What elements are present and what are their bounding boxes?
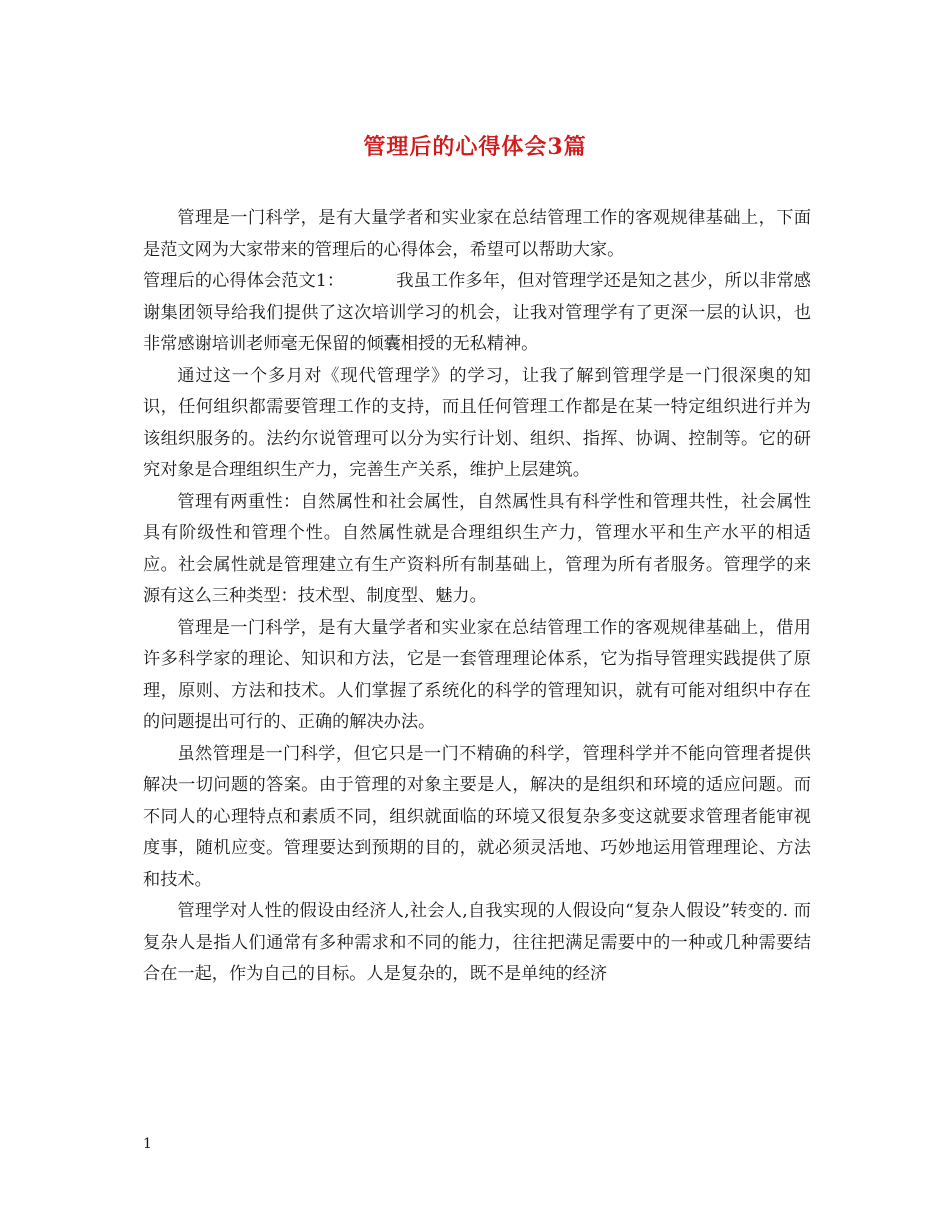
paragraph-sample-1 xyxy=(143,266,811,361)
document-body xyxy=(143,203,811,991)
paragraph-modern-management: 通过这一个多月对《现代管理学》的学习，让我了解到管理学是一门很深奥的知识，任何组织都需要管理工作的支持，而且任何管理工作都是在某一特定组织进行并为该组织服务的。法约尔说管理可以分为实行计划、组织、指挥、协调、控制等。它的研究对象是合理组织生产力，完善生产关系，维护上层建筑。 xyxy=(143,365,811,480)
paragraph-human-nature: 管理学对人性的假设由经济人,社会人,自我实现的人假设向“复杂人假设”转变的. 而复杂人是指人们通常有多种需求和不同的能力，往往把满足需要中的一种或几种需要结合在一起，作为自己的目标。人是复杂的，既不是单纯的经济 xyxy=(143,901,811,984)
paragraph-management-science: 管理是一门科学，是有大量学者和实业家在总结管理工作的客观规律基础上，借用许多科学家的理论、知识和方法，它是一套管理理论体系，它为指导管理实践提供了原理，原则、方法和技术。人们掌握了系统化的科学的管理知识，就有可能对组织中存在的问题提出可行的、正确的解决办法。 xyxy=(143,617,811,732)
paragraph-intro: 管理是一门科学，是有大量学者和实业家在总结管理工作的客观规律基础上，下面是范文网为大家带来的管理后的心得体会，希望可以帮助大家。 xyxy=(143,208,811,260)
paragraph-inexact-science: 虽然管理是一门科学，但它只是一门不精确的科学，管理科学并不能向管理者提供解决一切问题的答案。由于管理的对象主要是人，解决的是组织和环境的适应问题。而不同人的心理特点和素质不同，组织就面临的环境又很复杂多变这就要求管理者能审视度事，随机应变。管理要达到预期的目的，就必须灵活地、巧妙地运用管理理论、方法和技术。 xyxy=(143,743,811,890)
sample-1-text: 我虽工作多年，但对管理学还是知之甚少，所以非常感谢集团领导给我们提供了这次培训学习的机会，让我对管理学有了更深一层的认识，也非常感谢培训老师毫无保留的倾囊相授的无私精神。 xyxy=(143,271,811,354)
sample-heading: 管理后的心得体会范文1： xyxy=(143,271,345,291)
document-title: 管理后的心得体会3篇 xyxy=(363,134,587,160)
paragraph-duality: 管理有两重性：自然属性和社会属性，自然属性具有科学性和管理共性，社会属性具有阶级性和管理个性。自然属性就是合理组织生产力，管理水平和生产水平的相适应。社会属性就是管理建立有生产资料所有制基础上，管理为所有者服务。管理学的来源有这么三种类型：技术型、制度型、魅力。 xyxy=(143,491,811,606)
page-number: 1 xyxy=(143,1136,152,1152)
